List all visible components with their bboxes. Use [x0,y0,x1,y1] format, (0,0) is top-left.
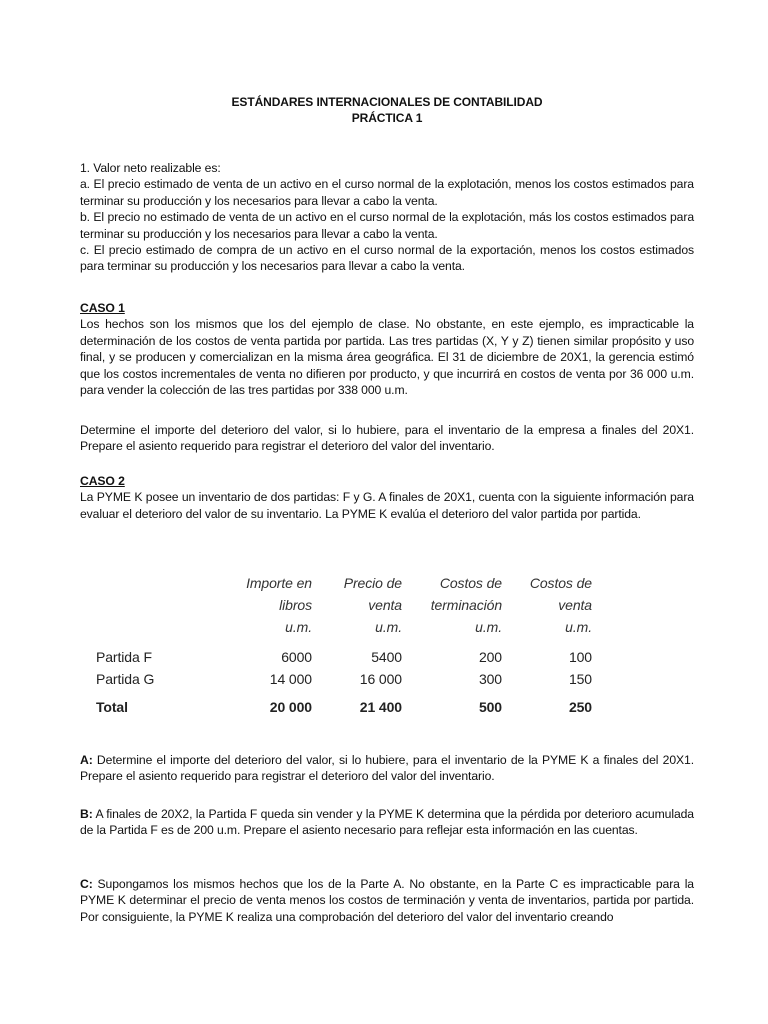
part-a-label: A: [80,753,93,767]
question-1-option-c: c. El precio estimado de compra de un activo en el curso normal de la exportación, menos los costos estimados para terminar su producción y los necesarios para llevar a cabo la venta. [80,243,694,274]
document-title: ESTÁNDARES INTERNACIONALES DE CONTABILIDAD [231,95,543,109]
table-cell: 5400 [371,648,402,665]
document-subtitle: PRÁCTICA 1 [351,111,423,125]
total-cell: 20 000 [269,698,312,715]
question-1-prompt: 1. Valor neto realizable es: [80,161,221,175]
table-row [96,668,592,690]
inventory-table [96,572,592,718]
part-c [80,876,694,925]
table-header-row-3 [96,616,592,638]
table-cell: 150 [568,670,592,687]
table-header-row-1 [96,572,592,594]
table-total-row [96,690,592,718]
part-a-text: Determine el importe del deterioro del valor, si lo hubiere, para el inventario de la PYME K a finales del 20X1. Prepare el asiento requerido para registrar el deterioro del valor del inventario. [80,753,694,784]
part-b [80,806,694,839]
header-importe-line2: libros [279,596,312,613]
total-cell: 250 [568,698,592,715]
total-cell: 500 [478,698,502,715]
header-terminacion-line2: terminación [430,596,502,613]
caso-2-heading: CASO 2 [80,474,125,488]
part-b-label: B: [80,807,93,821]
header-terminacion-line1: Costos de [439,574,502,591]
header-venta-line1: Costos de [529,574,592,591]
caso-1-heading: CASO 1 [80,301,125,315]
header-importe-line1: Importe en [246,574,312,591]
caso-1-task-text: Determine el importe del deterioro del valor, si lo hubiere, para el inventario de la empresa a finales del 20X1. Prepare el asiento requerido para registrar el deterioro del valor del inventario. [80,423,694,454]
table-row [96,646,592,668]
caso-1-task [80,422,694,455]
header-precio-line1: Precio de [343,574,402,591]
table-cell: 100 [568,648,592,665]
header-importe-unit: u.m. [285,618,312,635]
caso-2-section [80,473,694,522]
caso-2-body: La PYME K posee un inventario de dos partidas: F y G. A finales de 20X1, cuenta con la siguiente información para evaluar el deterioro del valor de su inventario. La PYME K evalúa el deterioro del valor partida por partida. [80,490,694,521]
part-b-text: A finales de 20X2, la Partida F queda sin vender y la PYME K determina que la pérdida por deterioro acumulada de la Partida F es de 200 u.m. Prepare el asiento necesario para reflejar esta información en las cuentas. [80,807,694,838]
caso-1-section [80,300,694,398]
header-precio-unit: u.m. [375,618,402,635]
row-label: Partida F [96,648,152,665]
table-cell: 300 [478,670,502,687]
question-1-option-a: a. El precio estimado de venta de un activo en el curso normal de la explotación, menos los costos estimados para terminar su producción y los necesarios para llevar a cabo la venta. [80,177,694,208]
part-c-label: C: [80,877,93,891]
total-label: Total [96,698,128,715]
row-label: Partida G [96,670,155,687]
header-venta-line2: venta [558,596,592,613]
question-1-option-b: b. El precio no estimado de venta de un activo en el curso normal de la explotación, más los costos estimados para terminar su producción y los necesarios para llevar a cabo la venta. [80,210,694,241]
question-1 [80,160,694,275]
table-cell: 6000 [281,648,312,665]
part-a [80,752,694,785]
header-terminacion-unit: u.m. [475,618,502,635]
table-cell: 14 000 [269,670,312,687]
total-cell: 21 400 [359,698,402,715]
table-header-row-2 [96,594,592,616]
part-c-text: Supongamos los mismos hechos que los de la Parte A. No obstante, en la Parte C es impracticable para la PYME K determinar el precio de venta menos los costos de terminación y venta de inventarios, partida por partida. Por consiguiente, la PYME K realiza una comprobación del deterioro del valor del inventario creando [80,877,694,924]
header-precio-line2: venta [368,596,402,613]
table-cell: 16 000 [359,670,402,687]
header-venta-unit: u.m. [565,618,592,635]
caso-1-body: Los hechos son los mismos que los del ejemplo de clase. No obstante, en este ejemplo, es impracticable la determinación de los costos de venta partida por partida. Las tres partidas (X, Y y Z) tienen similar propósito y uso final, y se producen y comercializan en la misma área geográfica. El 31 de diciembre de 20X1, la gerencia estimó que los costos incrementales de venta no difieren por producto, y que incurrirá en costos de venta por 36 000 u.m. para vender la colección de las tres partidas por 338 000 u.m. [80,317,694,398]
table-cell: 200 [478,648,502,665]
